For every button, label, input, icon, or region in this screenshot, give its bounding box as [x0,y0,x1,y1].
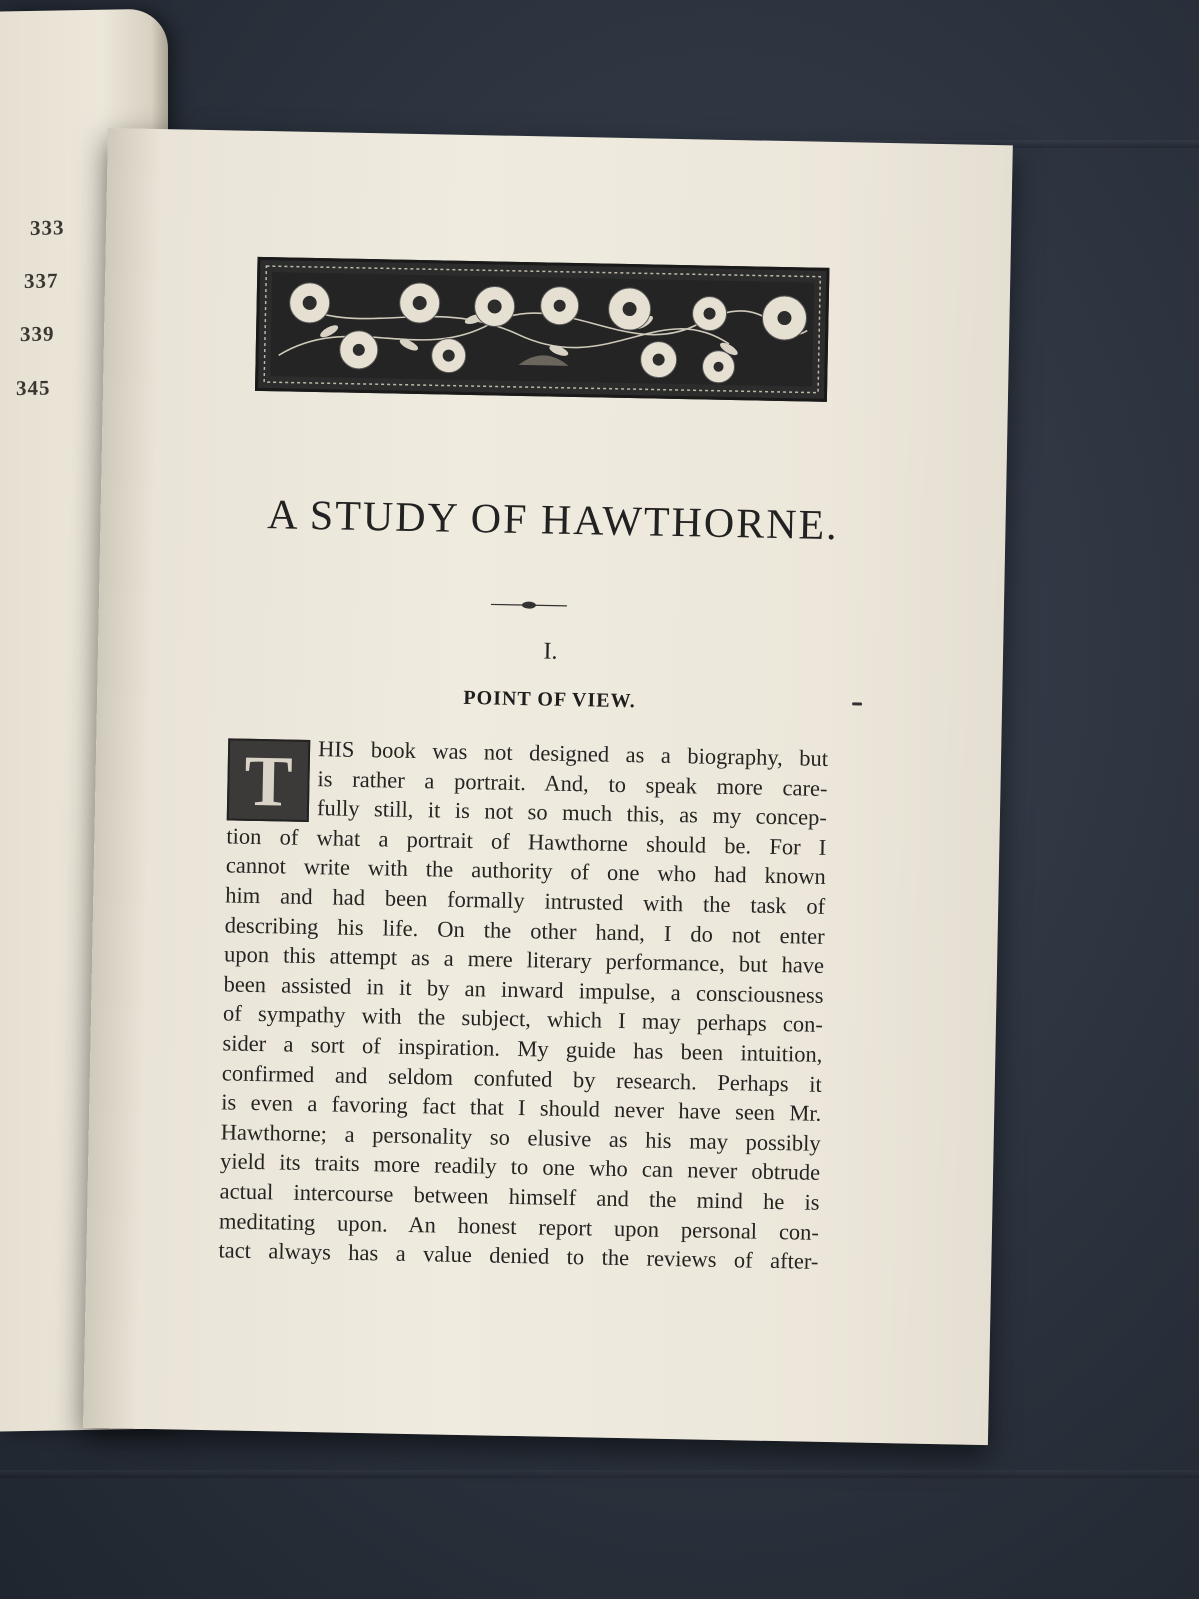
drop-cap-letter: T [243,740,294,822]
text-line: HIS book was not designed as a biography, but [317,736,829,771]
body-paragraph [218,732,828,1276]
text-line: is rather a portrait. And, to speak more care- [317,765,828,801]
fabric-fold [0,1470,1199,1478]
text-line: tact always has a value denied to the reviews of after- [218,1237,819,1274]
page-number: 345 [16,375,51,401]
text-line: cannot write with the authority of one who had known [225,852,826,890]
text-line: Hawthorne; a personality so elusive as his may possibly [220,1119,821,1156]
text-line: him and had been formally intrusted with the task of [225,882,826,919]
book-title: A STUDY OF HAWTHORNE. [266,492,840,550]
page-number: 339 [20,321,55,347]
chapter-number: I. [543,638,558,665]
text-line: fully still, it is not so much this, as my concep- [316,795,828,831]
drop-cap [227,738,311,822]
text-line: sider a sort of inspiration. My guide has been intuition, [222,1030,823,1067]
text-line: upon this attempt as a mere literary performance, but have [223,941,825,979]
right-page [83,128,1013,1445]
text-line: confirmed and seldom confuted by research. Perhaps it [221,1059,823,1097]
text-line: of sympathy with the subject, which I may perhaps con- [222,1000,824,1038]
page-number: 333 [30,215,65,240]
text-line: been assisted in it by an inward impulse, a consciousness [223,971,824,1008]
ink-speck [852,702,862,705]
text-line: tion of what a portrait of Hawthorne should be. For I [226,823,827,860]
chapter-title: POINT OF VIEW. [463,686,636,713]
text-line: is even a favoring fact that I should never have seen Mr. [221,1089,822,1126]
text-line: yield its traits more readily to one who can never obtrude [219,1148,821,1186]
page-number: 337 [24,268,59,294]
text-line: describing his life. On the other hand, I do not enter [224,911,825,949]
text-line: actual intercourse between himself and the mind he is [219,1178,820,1215]
floral-header-ornament [255,257,829,402]
text-line: meditating upon. An honest report upon personal con- [218,1207,820,1245]
title-ornament [489,597,569,617]
